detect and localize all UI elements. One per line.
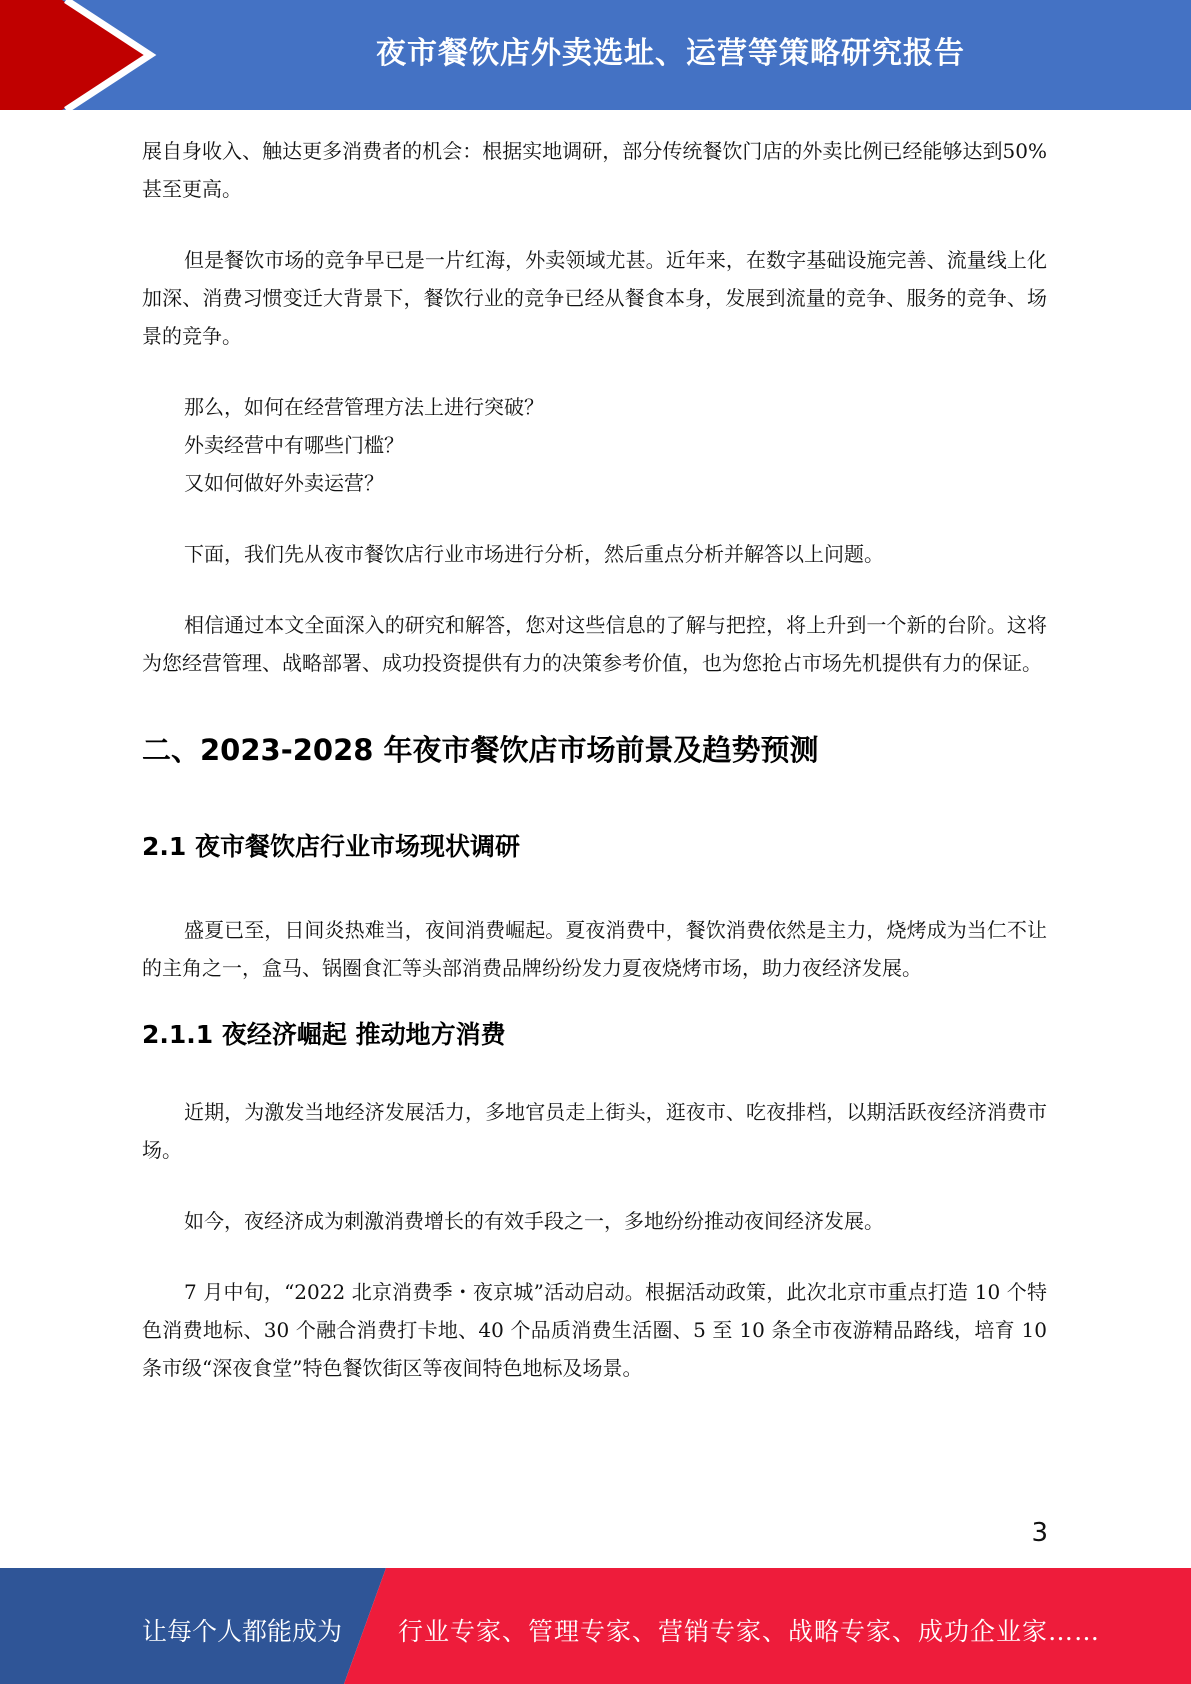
question-line: 那么，如何在经营管理方法上进行突破？ [184,395,544,419]
paragraph: 7 月中旬，“2022 北京消费季・夜京城”活动启动。根据活动政策，此次北京市重点打造 10 个特色消费地标、30 个融合消费打卡地、40 个品质消费生活圈、5 至 10 条全市夜游精品路线，培育 10 条市级“深夜食堂”特色餐饮街区等夜间特色地标及场景。 [142,1280,1047,1380]
section-heading: 二、2023-2028 年夜市餐饮店市场前景及趋势预测 [142,733,819,767]
paragraph: 下面，我们先从夜市餐饮店行业市场进行分析，然后重点分析并解答以上问题。 [184,542,884,566]
page-content [142,132,1047,1387]
subsection-heading: 2.1.1 夜经济崛起 推动地方消费 [142,1020,506,1049]
paragraph: 盛夏已至，日间炎热难当，夜间消费崛起。夏夜消费中，餐饮消费依然是主力，烧烤成为当仁不让的主角之一，盒马、锅圈食汇等头部消费品牌纷纷发力夏夜烧烤市场，助力夜经济发展。 [142,918,1047,980]
subsection-heading: 2.1 夜市餐饮店行业市场现状调研 [142,832,520,861]
paragraph: 但是餐饮市场的竞争早已是一片红海，外卖领域尤甚。近年来，在数字基础设施完善、流量线上化加深、消费习惯变迁大背景下，餐饮行业的竞争已经从餐食本身，发展到流量的竞争、服务的竞争、场景的竞争。 [142,248,1047,348]
footer-slogan-right: 行业专家、管理专家、营销专家、战略专家、成功企业家…… [398,1617,1101,1646]
report-title: 夜市餐饮店外卖选址、运营等策略研究报告 [376,36,965,71]
page-header [0,0,1191,110]
page-number: 3 [1031,1518,1048,1548]
paragraph: 展自身收入、触达更多消费者的机会：根据实地调研，部分传统餐饮门店的外卖比例已经能够达到50%甚至更高。 [142,139,1047,201]
question-line: 又如何做好外卖运营？ [184,471,384,495]
paragraph: 近期，为激发当地经济发展活力，多地官员走上街头，逛夜市、吃夜排档，以期活跃夜经济消费市场。 [142,1100,1047,1162]
footer-slogan-left: 让每个人都能成为 [142,1617,343,1646]
page-footer [0,1568,1191,1684]
paragraph: 相信通过本文全面深入的研究和解答，您对这些信息的了解与把控，将上升到一个新的台阶。这将为您经营管理、战略部署、成功投资提供有力的决策参考价值，也为您抢占市场先机提供有力的保证。 [142,613,1047,675]
paragraph: 如今，夜经济成为刺激消费增长的有效手段之一，多地纷纷推动夜间经济发展。 [184,1209,884,1233]
question-line: 外卖经营中有哪些门槛？ [184,433,404,457]
